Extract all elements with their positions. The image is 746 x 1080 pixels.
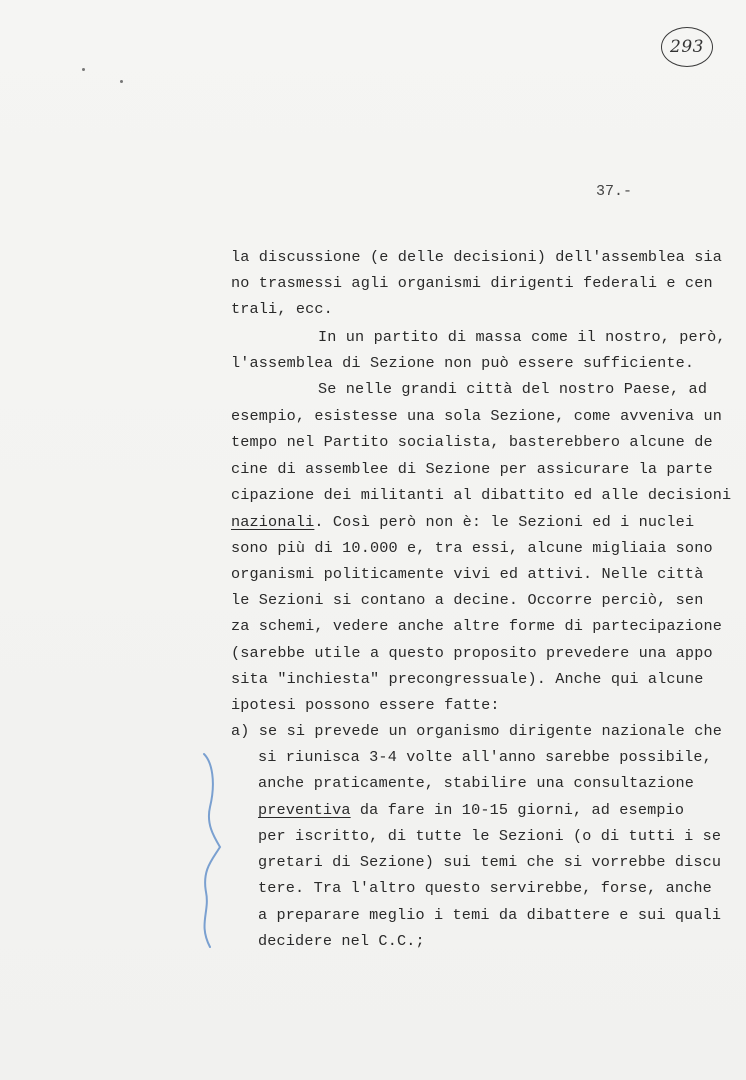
underlined-word: preventiva [258, 801, 351, 819]
text-line: (sarebbe utile a questo proposito prevedere una appo [231, 644, 713, 662]
speck [120, 80, 123, 83]
folio-number: 293 [670, 37, 704, 57]
text-line: tere. Tra l'altro questo servirebbe, forse, anche [258, 879, 712, 897]
text-line: ipotesi possono essere fatte: [231, 696, 500, 714]
text-line: In un partito di massa come il nostro, però, [318, 328, 726, 346]
text-line: esempio, esistesse una sola Sezione, come avveniva un [231, 407, 722, 425]
text-line: cine di assemblee di Sezione per assicurare la parte [231, 460, 713, 478]
line-text: . Così però non è: le Sezioni ed i nuclei [314, 513, 695, 531]
text-line: tempo nel Partito socialista, basterebbero alcune de [231, 433, 713, 451]
text-line: decidere nel C.C.; [258, 932, 425, 950]
text-line: cipazione dei militanti al dibattito ed alle decisioni [231, 486, 732, 504]
text-line: la discussione (e delle decisioni) dell'assemblea sia [231, 248, 722, 266]
text-line: no trasmessi agli organismi dirigenti federali e cen [231, 274, 713, 292]
underlined-word: nazionali [231, 513, 315, 531]
text-line [258, 797, 684, 823]
page-number: 37.- [596, 183, 633, 200]
text-line: si riunisca 3-4 volte all'anno sarebbe possibile, [258, 748, 712, 766]
text-line [231, 509, 694, 535]
text-line: a preparare meglio i temi da dibattere e sui quali [258, 906, 722, 924]
line-text: da fare in 10-15 giorni, ad esempio [350, 801, 685, 819]
folio-stamp [661, 27, 713, 67]
list-item-a: a) se si prevede un organismo dirigente nazionale che [231, 722, 722, 740]
text-line: gretari di Sezione) sui temi che si vorrebbe discu [258, 853, 722, 871]
text-line: per iscritto, di tutte le Sezioni (o di tutti i se [258, 827, 722, 845]
text-line: Se nelle grandi città del nostro Paese, ad [318, 380, 708, 398]
text-line: organismi politicamente vivi ed attivi. Nelle città [231, 565, 704, 583]
text-line: anche praticamente, stabilire una consultazione [258, 774, 694, 792]
text-line: le Sezioni si contano a decine. Occorre perciò, sen [231, 591, 704, 609]
margin-bracket-mark [190, 752, 230, 952]
text-line: trali, ecc. [231, 300, 333, 318]
text-line: za schemi, vedere anche altre forme di partecipazione [231, 617, 722, 635]
text-line: sono più di 10.000 e, tra essi, alcune migliaia sono [231, 539, 713, 557]
text-line: l'assemblea di Sezione non può essere sufficiente. [231, 354, 695, 372]
text-line: sita "inchiesta" precongressuale). Anche qui alcune [231, 670, 704, 688]
speck [82, 68, 85, 71]
